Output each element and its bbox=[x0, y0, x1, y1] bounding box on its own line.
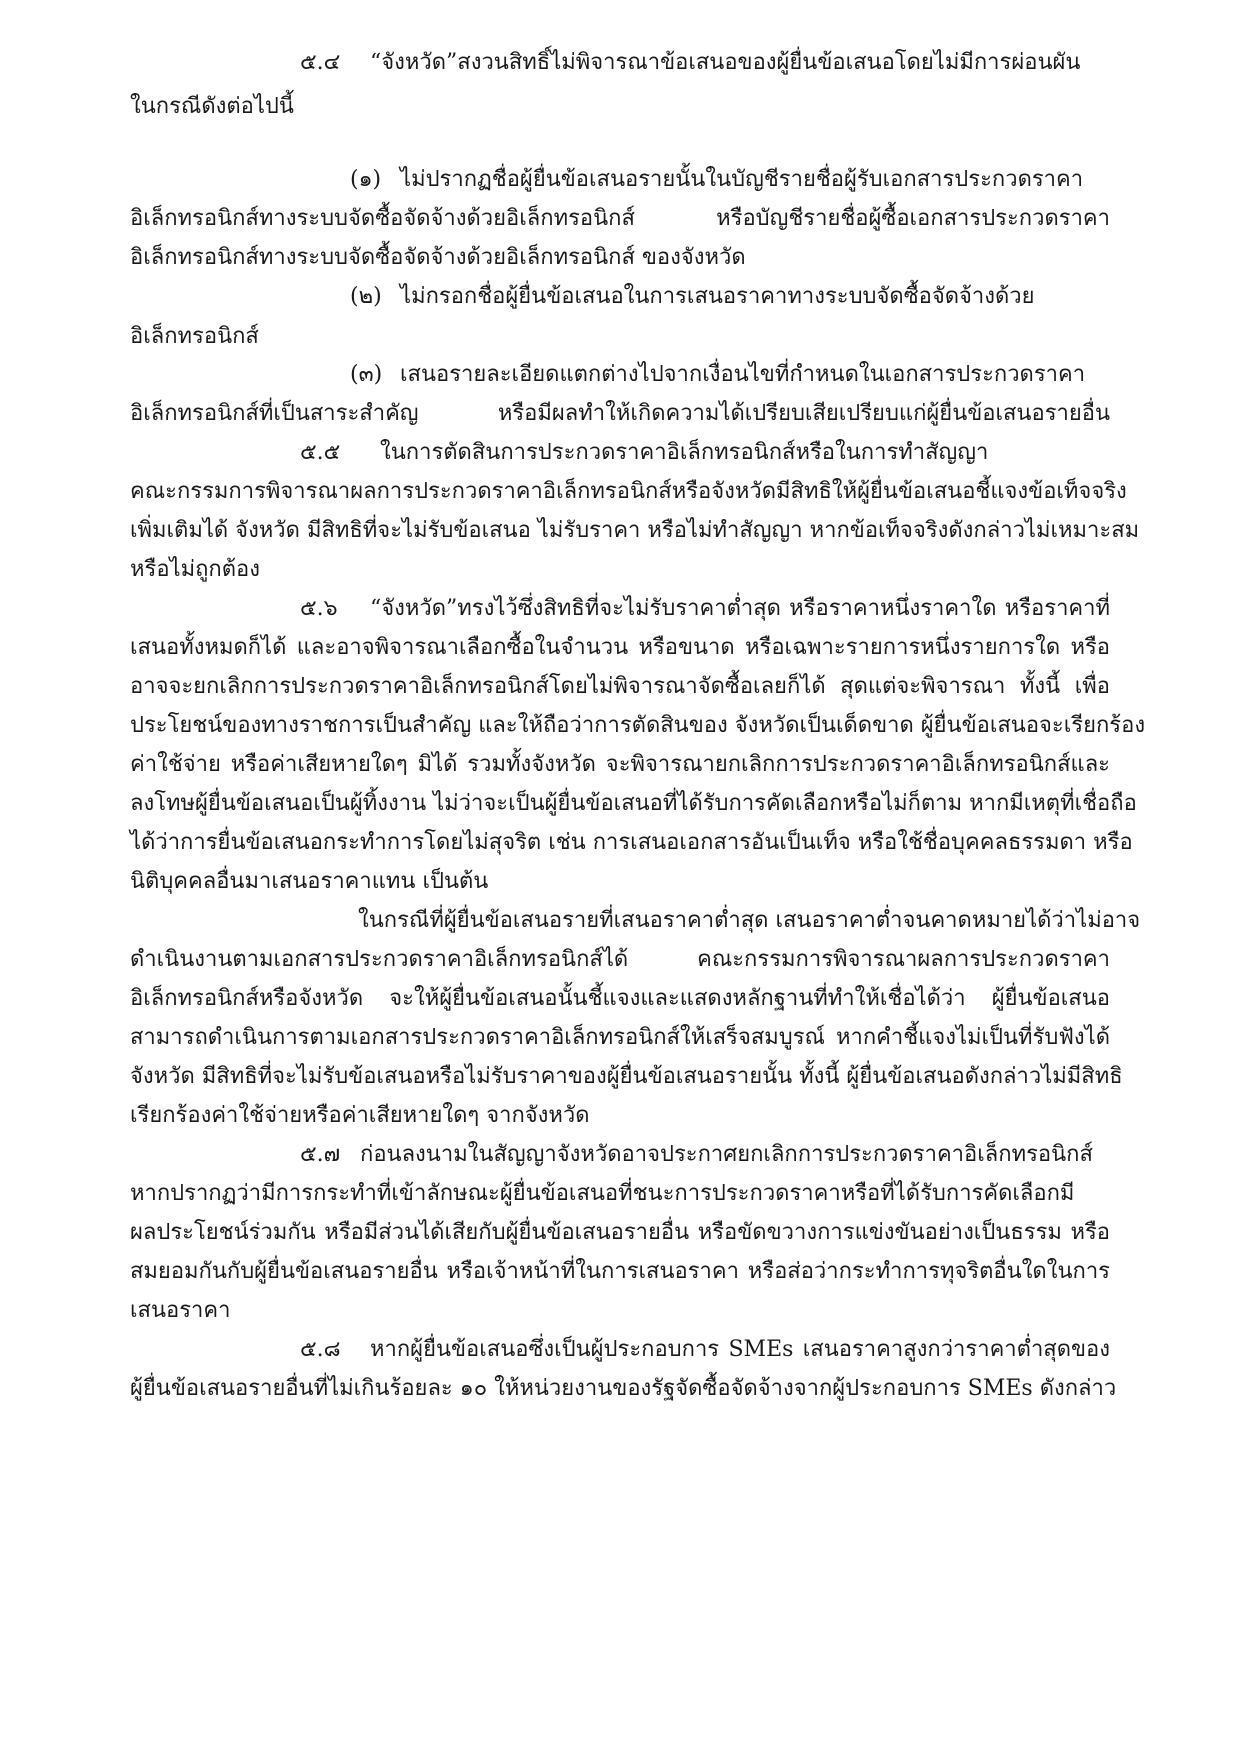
text-line: ผู้ยื่นข้อเสนอรายอื่นที่ไม่เกินร้อยละ ๑๐ ให้หน่วยงานของรัฐจัดซื้อจัดจ้างจากผู้ประกอบการ SMEs ดังกล่าว bbox=[130, 1376, 1117, 1401]
text-line: เพิ่มเติมได้ จังหวัด มีสิทธิที่จะไม่รับข้อเสนอ ไม่รับราคา หรือไม่ทำสัญญา หากข้อเท็จจริงดังกล่าวไม่เหมาะสม bbox=[130, 518, 1140, 543]
text-line: อิเล็กทรอนิกส์ bbox=[130, 324, 259, 349]
text-line: เรียกร้องค่าใช้จ่ายหรือค่าเสียหายใดๆ จากจังหวัด bbox=[130, 1103, 590, 1128]
clause-number: ๕.๕ bbox=[300, 440, 341, 465]
text-line: ดำเนินงานตามเอกสารประกวดราคาอิเล็กทรอนิกส์ได้ คณะกรรมการพิจารณาผลการประกวดราคา bbox=[130, 947, 1110, 972]
text-line: สามารถดำเนินการตามเอกสารประกวดราคาอิเล็กทรอนิกส์ให้เสร็จสมบูรณ์ หากคำชี้แจงไม่เป็นที่รับฟังได้ bbox=[130, 1025, 1110, 1050]
clause-5-6-heading: ๕.๖ “จังหวัด”ทรงไว้ซึ่งสิทธิที่จะไม่รับราคาต่ำสุด หรือราคาหนึ่งราคาใด หรือราคาที่ bbox=[300, 594, 1110, 624]
clause-5-5-heading: ๕.๕ ในการตัดสินการประกวดราคาอิเล็กทรอนิกส์หรือในการทำสัญญา bbox=[300, 438, 1110, 468]
text-line: ในกรณีดังต่อไปนี้ bbox=[130, 94, 294, 119]
item-3-heading: (๓) เสนอรายละเอียดแตกต่างไปจากเงื่อนไขที่กำหนดในเอกสารประกวดราคา bbox=[350, 360, 1110, 390]
text-line: ได้ว่าการยื่นข้อเสนอกระทำการโดยไม่สุจริต เช่น การเสนอเอกสารอันเป็นเท็จ หรือใช้ชื่อบุคคลธรรมดา หรือ bbox=[130, 830, 1133, 855]
text-line: อิเล็กทรอนิกส์ทางระบบจัดซื้อจัดจ้างด้วยอิเล็กทรอนิกส์ หรือบัญชีรายชื่อผู้ซื้อเอกสารประกวดราคา bbox=[130, 206, 1110, 231]
text-line: จังหวัด มีสิทธิที่จะไม่รับข้อเสนอหรือไม่รับราคาของผู้ยื่นข้อเสนอรายนั้น ทั้งนี้ ผู้ยื่นข้อเสนอดังกล่าวไม่มีสิทธิ bbox=[130, 1064, 1123, 1089]
item-1-heading: (๑) ไม่ปรากฏชื่อผู้ยื่นข้อเสนอรายนั้นในบัญชีรายชื่อผู้รับเอกสารประกวดราคา bbox=[350, 165, 1110, 195]
clause-number: ๕.๗ bbox=[300, 1142, 341, 1167]
text-line: อิเล็กทรอนิกส์หรือจังหวัด จะให้ผู้ยื่นข้อเสนอนั้นชี้แจงและแสดงหลักฐานที่ทำให้เชื่อได้ว่า ผู้ยื่นข้อเสนอ bbox=[130, 986, 1110, 1011]
item-number: (๒) bbox=[350, 284, 382, 309]
clause-number: ๕.๖ bbox=[300, 596, 338, 621]
paragraph-indent-line: ในกรณีที่ผู้ยื่นข้อเสนอรายที่เสนอราคาต่ำสุด เสนอราคาต่ำจนคาดหมายได้ว่าไม่อาจ bbox=[358, 908, 1141, 933]
text-line: หรือไม่ถูกต้อง bbox=[130, 557, 260, 582]
clause-number: ๕.๔ bbox=[300, 50, 341, 75]
text-line: อิเล็กทรอนิกส์ทางระบบจัดซื้อจัดจ้างด้วยอิเล็กทรอนิกส์ ของจังหวัด bbox=[130, 245, 746, 270]
clause-5-7-heading: ๕.๗ ก่อนลงนามในสัญญาจังหวัดอาจประกาศยกเลิกการประกวดราคาอิเล็กทรอนิกส์ bbox=[300, 1140, 1110, 1170]
text-line: ประโยชน์ของทางราชการเป็นสำคัญ และให้ถือว่าการตัดสินของ จังหวัดเป็นเด็ดขาด ผู้ยื่นข้อเสนอจะเรียกร้อง bbox=[130, 713, 1146, 738]
text-line: ผลประโยชน์ร่วมกัน หรือมีส่วนได้เสียกับผู้ยื่นข้อเสนอรายอื่น หรือขัดขวางการแข่งขันอย่างเป็นธรรม หรือ bbox=[130, 1220, 1110, 1245]
text-line: อิเล็กทรอนิกส์ที่เป็นสาระสำคัญ หรือมีผลทำให้เกิดความได้เปรียบเสียเปรียบแก่ผู้ยื่นข้อเสนอรายอื่น bbox=[130, 401, 1110, 426]
text-line: คณะกรรมการพิจารณาผลการประกวดราคาอิเล็กทรอนิกส์หรือจังหวัดมีสิทธิให้ผู้ยื่นข้อเสนอชี้แจงข้อเท็จจริง bbox=[130, 479, 1127, 504]
text-line: เสนอราคา bbox=[130, 1298, 231, 1323]
text-line: เสนอทั้งหมดก็ได้ และอาจพิจารณาเลือกซื้อในจำนวน หรือขนาด หรือเฉพาะรายการหนึ่งรายการใด หรือ bbox=[130, 635, 1110, 660]
text-line: หากปรากฏว่ามีการกระทำที่เข้าลักษณะผู้ยื่นข้อเสนอที่ชนะการประกวดราคาหรือที่ได้รับการคัดเลือกมี bbox=[130, 1181, 1075, 1206]
text-line: นิติบุคคลอื่นมาเสนอราคาแทน เป็นต้น bbox=[130, 869, 489, 894]
text-line: สมยอมกันกับผู้ยื่นข้อเสนอรายอื่น หรือเจ้าหน้าที่ในการเสนอราคา หรือส่อว่ากระทำการทุจริตอื่นใดในการ bbox=[130, 1259, 1110, 1284]
text-line: อาจจะยกเลิกการประกวดราคาอิเล็กทรอนิกส์โดยไม่พิจารณาจัดซื้อเลยก็ได้ สุดแต่จะพิจารณา ทั้งนี้ เพื่อ bbox=[130, 674, 1110, 699]
item-number: (๓) bbox=[350, 362, 383, 387]
item-number: (๑) bbox=[350, 167, 382, 192]
clause-number: ๕.๘ bbox=[300, 1337, 341, 1362]
clause-5-4-heading: ๕.๔ “จังหวัด”สงวนสิทธิ์ไม่พิจารณาข้อเสนอของผู้ยื่นข้อเสนอโดยไม่มีการผ่อนผัน bbox=[300, 48, 1110, 78]
item-2-heading: (๒) ไม่กรอกชื่อผู้ยื่นข้อเสนอในการเสนอราคาทางระบบจัดซื้อจัดจ้างด้วย bbox=[350, 282, 1110, 312]
text-line: ค่าใช้จ่าย หรือค่าเสียหายใดๆ มิได้ รวมทั้งจังหวัด จะพิจารณายกเลิกการประกวดราคาอิเล็กทรอนิกส์และ bbox=[130, 752, 1110, 777]
text-line: ลงโทษผู้ยื่นข้อเสนอเป็นผู้ทิ้งงาน ไม่ว่าจะเป็นผู้ยื่นข้อเสนอที่ได้รับการคัดเลือกหรือไม่ก็ตาม หากมีเหตุที่เชื่อถือ bbox=[130, 791, 1137, 816]
clause-5-8-heading: ๕.๘ หากผู้ยื่นข้อเสนอซึ่งเป็นผู้ประกอบการ SMEs เสนอราคาสูงกว่าราคาต่ำสุดของ bbox=[300, 1335, 1110, 1365]
